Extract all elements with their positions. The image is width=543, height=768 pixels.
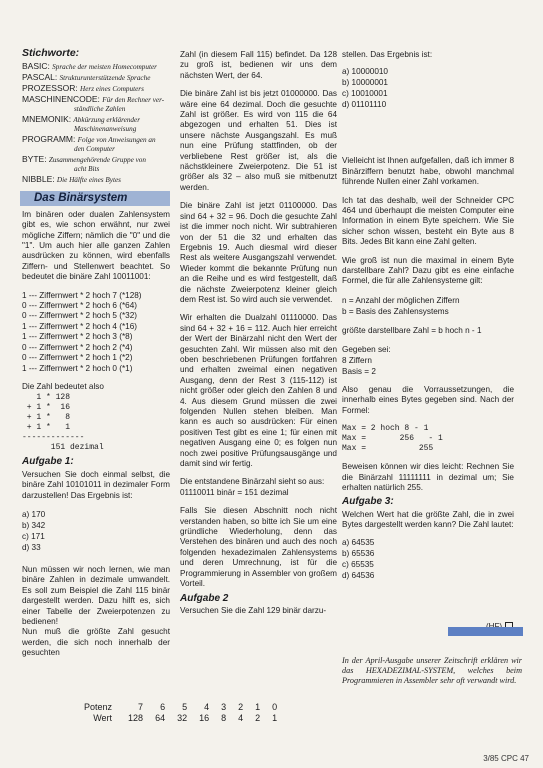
value-cell: 64	[155, 713, 166, 723]
power-cell: 5	[182, 702, 188, 712]
glossary-desc: Strukturunterstützende Sprache	[59, 74, 151, 83]
glossary-term: BASIC:	[22, 61, 50, 72]
glossary-list	[22, 61, 170, 185]
value-cell: 2	[255, 713, 261, 723]
digit-line: 1 --- Ziffernwert * 2 hoch 7 (*128)	[22, 290, 142, 300]
aufgabe-1-title: Aufgabe 1:	[22, 456, 74, 468]
aufgabe-1-answers	[22, 509, 170, 553]
paragraph: Nun muß die größte Zahl gesucht werden, die sich noch innerhalb der gesuchten	[22, 627, 170, 658]
definition-n: n = Anzahl der möglichen Ziffern	[342, 295, 460, 305]
glossary-item	[22, 94, 170, 105]
decorative-bar	[448, 627, 523, 636]
power-cell: 1	[255, 702, 261, 712]
formula: größte darstellbare Zahl = b hoch n - 1	[342, 325, 482, 335]
glossary-item	[22, 154, 170, 165]
max-line: Max = 2 hoch 8 - 1	[342, 424, 429, 434]
digit-line: 0 --- Ziffernwert * 2 hoch 6 (*64)	[22, 301, 137, 311]
answer-option: d) 01101110	[342, 100, 387, 110]
paragraph: Falls Sie diesen Abschnitt noch nicht verstanden haben, so bitte ich Sie um eine gründliche Wiederholung, denn das Verstehen des binären und auch des noch folgenden hexadezimalen Zahlensystems und deren Umrechnung, ist für die Programmierung in Assembler von großem Vorteil.	[180, 506, 337, 589]
sum-line: + 1 * 8	[22, 413, 71, 423]
section-title: Das Binärsystem	[20, 191, 170, 205]
sum-line: 151 dezimal	[22, 443, 104, 453]
glossary-desc-continued: ständliche Zahlen	[74, 105, 126, 114]
glossary-heading: Stichworte:	[22, 47, 80, 59]
definition-b: b = Basis des Zahlensystems	[342, 306, 449, 316]
aufgabe-3-title: Aufgabe 3:	[342, 496, 394, 508]
column-3	[342, 50, 514, 581]
glossary-desc: Die Hälfte eines Bytes	[56, 176, 121, 185]
glossary-item	[22, 114, 170, 125]
glossary-term: MNEMONIK:	[22, 114, 72, 125]
glossary-term: NIBBLE:	[22, 174, 55, 185]
power-cell: 6	[160, 702, 166, 712]
paragraph: Die Zahl bedeutet also	[22, 381, 104, 391]
value-cell: 1	[272, 713, 278, 723]
power-cell: 0	[272, 702, 278, 712]
glossary-item	[22, 174, 170, 185]
editor-note: In der April-Ausgabe unserer Zeitschrift erklären wir das HEXADEZIMAL-SYSTEM, welches beim Programmieren in Assembler sehr oft verwandt wird.	[342, 656, 522, 686]
digit-line: 1 --- Ziffernwert * 2 hoch 4 (*16)	[22, 321, 137, 331]
sum-line: -------------	[22, 433, 85, 443]
paragraph: Zahl (in diesem Fall 115) befindet. Da 128 zu groß ist, bedienen wir uns dem nächsten Wert, der 64.	[180, 50, 337, 80]
sum-line: + 1 * 1	[22, 423, 71, 433]
value-cell: 4	[238, 713, 244, 723]
glossary-desc: Zusammengehörende Gruppe von	[48, 156, 146, 165]
paragraph: Die entstandene Binärzahl sieht so aus:	[180, 477, 325, 487]
max-line: Max = 255	[342, 444, 434, 454]
paragraph: Die binäre Zahl ist bis jetzt 01000000. Das wäre eine 64 dezimal. Doch die gesuchte Zahl ist größer. Es wird von 115 die 64 abgezogen und erhalten 51. Dies ist unsere nächste Ausgangszahl. Es muß nun eine Prüfung stattfinden, ob der verbliebene Rest größer ist, als die nächstkleinere Zweierpotenz. Die 51 ist größer als 32 – also muß sie mitbenutzt werden.	[180, 89, 337, 192]
paragraph: Vielleicht ist Ihnen aufgefallen, daß ich immer 8 Binärziffern benutzt habe, obwohl manchmal führende Nullen einer Zahl vorkamen.	[342, 156, 514, 187]
sum-line: + 1 * 16	[22, 403, 71, 413]
paragraph: Im binären oder dualen Zahlensystem gibt es, wie schon erwähnt, nur zwei mögliche Ziffern; nämlich die "0" und die "1". Um auch hier alle ganzen Zahlen ausdrücken zu können, wird ebenfalls Ziffern- und Stellenwert beachtet. So bedeutet die binäre Zahl 10011001:	[22, 209, 170, 282]
answer-option: b) 65536	[342, 548, 375, 558]
paragraph: Also genau die Vorraussetzungen, die innerhalb eines Bytes gegeben sind. Nach der Formel:	[342, 384, 514, 415]
glossary-item	[22, 61, 170, 72]
glossary-item	[22, 134, 170, 145]
value-row	[78, 713, 283, 724]
max-calculation	[342, 424, 514, 454]
aufgabe-3-text: Welchen Wert hat die größte Zahl, die in zwei Bytes dargestellt werden kann? Die Zahl lautet:	[342, 509, 514, 530]
glossary-desc: Abkürzung erklärender	[73, 116, 141, 125]
column-2	[180, 50, 337, 624]
glossary-desc-continued: den Computer	[74, 145, 115, 154]
glossary-term: PROZESSOR:	[22, 83, 78, 94]
power-cell: 4	[204, 702, 210, 712]
answer-option: a) 64535	[342, 537, 375, 547]
answer-option: d) 33	[22, 542, 41, 552]
answer-option: d) 64536	[342, 570, 375, 580]
aufgabe-1-text: Versuchen Sie doch einmal selbst, die binäre Zahl 10101011 in dezimaler Form darzustellen! Das Ergebnis ist:	[22, 469, 170, 500]
digit-line: 0 --- Ziffernwert * 2 hoch 1 (*2)	[22, 353, 133, 363]
value-row-label: Wert	[93, 713, 113, 723]
glossary-item	[22, 72, 170, 83]
sum-line: 1 * 128	[22, 393, 71, 403]
answer-option: b) 10000001	[342, 78, 388, 88]
glossary-term: BYTE:	[22, 154, 47, 165]
result-line: 01110011 binär = 151 dezimal	[180, 487, 289, 497]
answer-option: c) 171	[22, 531, 45, 541]
sum-block	[22, 393, 170, 453]
given-2: Basis = 2	[342, 366, 376, 376]
glossary-desc-continued: acht Bits	[74, 165, 100, 174]
value-cell: 8	[221, 713, 227, 723]
glossary-box	[22, 48, 170, 185]
answer-option: b) 342	[22, 520, 46, 530]
column-1	[22, 48, 170, 667]
value-cell: 16	[199, 713, 210, 723]
aufgabe-2-answers	[342, 66, 514, 110]
digit-line: 0 --- Ziffernwert * 2 hoch 2 (*4)	[22, 342, 133, 352]
given-title: Gegeben sei:	[342, 344, 391, 354]
paragraph: Wie groß ist nun die maximal in einem Byte darstellbare Zahl? Dazu gibt es eine einfache Formel, die für alle Zahlensysteme gilt:	[342, 255, 514, 286]
value-cell: 128	[128, 713, 144, 723]
digit-line: 1 --- Ziffernwert * 2 hoch 0 (*1)	[22, 363, 133, 373]
answer-option: a) 170	[22, 509, 46, 519]
digit-line: 1 --- Ziffernwert * 2 hoch 3 (*8)	[22, 332, 133, 342]
power-cell: 2	[238, 702, 244, 712]
answer-option: c) 10010001	[342, 89, 388, 99]
glossary-desc: Sprache der meisten Homecomputer	[52, 63, 157, 72]
page-footer: 3/85 CPC 47	[483, 754, 529, 763]
glossary-desc: Folge von Anweisungen an	[77, 136, 156, 145]
power-cell: 7	[138, 702, 144, 712]
digit-list	[22, 291, 170, 374]
glossary-item	[22, 83, 170, 94]
glossary-desc: Herz eines Computers	[80, 85, 144, 94]
glossary-desc: Für den Rechner ver-	[102, 96, 165, 105]
given-1: 8 Ziffern	[342, 355, 372, 365]
glossary-desc-continued: Maschinenanweisung	[74, 125, 137, 134]
power-cell: 3	[221, 702, 227, 712]
max-line: Max = 256 - 1	[342, 434, 443, 444]
value-cell: 32	[177, 713, 188, 723]
paragraph: Wir erhalten die Dualzahl 01110000. Das sind 64 + 32 + 16 = 112. Auch hier erreicht der Wert der Binärzahl nicht den Wert der gesuchten Zahl. Wir müssen also mit den oben beschriebenen Prüfungen fortfahren und erhalten zweimal einen negativen Ausgang, denn der Rest 3 (115-112) ist nicht größer oder gleich den Zahlen 8 und 4. Aus diesem Grund müssen die zwei folgenden Nullen stehen bleiben. Man kann es auch so ausdrücken: Für einen positiven Test gibt es eine 1; für einen mit negativen Ausgang eine 0; es folgen nun noch zwei positive Prüfungsausgänge und damit sind wir fertig.	[180, 313, 337, 469]
paragraph: stellen. Das Ergebnis ist:	[342, 50, 433, 59]
paragraph: Nun müssen wir noch lernen, wie man binäre Zahlen in dezimale umwandelt. Es soll zum Beispiel die Zahl 115 binär dargestellt werden. Dazu hilft es, sich einer Tabelle der Zweierpotenzen zu bedienen!	[22, 564, 170, 626]
glossary-term: PASCAL:	[22, 72, 58, 83]
paragraph: Ich tat das deshalb, weil der Schneider CPC 464 und überhaupt die meisten Computer eine Information in einem Byte speichern. Wie Sie sicher schon wissen, besteht ein Byte aus 8 Bits. Jedes Bit kann eine Zahl gelten.	[342, 195, 514, 247]
paragraph: Beweisen können wir dies leicht: Rechnen Sie die Binärzahl 11111111 in dezimal um; Sie erhalten natürlich 255.	[342, 462, 514, 492]
answer-option: a) 10000010	[342, 67, 388, 77]
aufgabe-2-title: Aufgabe 2	[180, 592, 229, 604]
paragraph: Die binäre Zahl ist jetzt 01100000. Das sind 64 + 32 = 96. Doch die gesuchte Zahl ist die immer noch nicht. Wir subtrahieren von der 51 die 32 und erhalten das Ergebnis 19. Auch diesmal wird dieser Rest als weitere Ausgangszahl verwendet. Wieder kommt die bekannte Prüfung nun an die Reihe und es wird festgestellt, daß die nächste Zweierpotenz kleiner gleich dem Rest ist. So wird auch sie verwendet.	[180, 201, 337, 304]
aufgabe-3-answers	[342, 537, 514, 581]
glossary-term: MASCHINENCODE:	[22, 94, 100, 105]
digit-line: 0 --- Ziffernwert * 2 hoch 5 (*32)	[22, 311, 137, 321]
power-row	[78, 702, 283, 713]
power-row-label: Potenz	[84, 702, 113, 712]
aufgabe-2-text: Versuchen Sie die Zahl 129 binär darzu-	[180, 605, 327, 615]
glossary-term: PROGRAMM:	[22, 134, 76, 145]
answer-option: c) 65535	[342, 559, 374, 569]
power-table	[78, 702, 283, 724]
